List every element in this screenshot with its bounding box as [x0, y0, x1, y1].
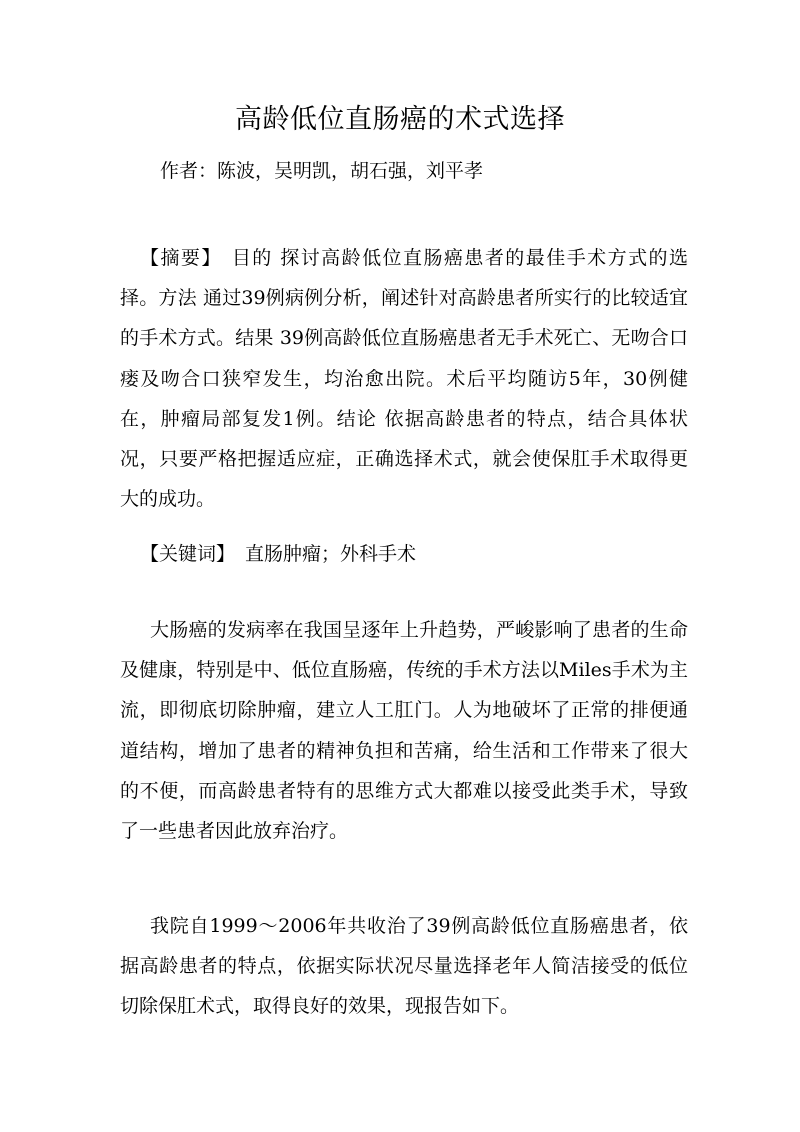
document-title: 高龄低位直肠癌的术式选择: [235, 104, 565, 135]
body-paragraph-1: 大肠癌的发病率在我国呈逐年上升趋势，严峻影响了患者的生命及健康，特别是中、低位直肠癌，传统的手术方法以Miles手术为主流，即彻底切除肿瘤，建立人工肛门。人为地破坏了正常的排便通道结构，增加了患者的精神负担和苦痛，给生活和工作带来了很大的不便，而高龄患者特有的思维方式大都难以接受此类手术，导致了一些患者因此放弃治疗。: [120, 619, 688, 843]
abstract-paragraph: [120, 238, 688, 519]
keywords-text: 直肠肿瘤；外科手术: [245, 543, 417, 565]
author-line: 作者：陈波，吴明凯，胡石强，刘平孝: [160, 160, 484, 182]
keywords-label: 【关键词】: [140, 543, 236, 565]
abstract-text: 目的 探讨高龄低位直肠癌患者的最佳手术方式的选择。方法 通过39例病例分析，阐述针对高龄患者所实行的比较适宜的手术方式。结果 39例高龄低位直肠癌患者无手术死亡、无吻合口瘘及吻合口狭窄发生，均治愈出院。术后平均随访5年，30例健在，肿瘤局部复发1例。结论 依据高龄患者的特点，结合具体状况，只要严格把握适应症，正确选择术式，就会使保肛手术取得更大的成功。: [120, 247, 688, 511]
body-paragraph-2: 我院自1999～2006年共收治了39例高龄低位直肠癌患者，依据高龄患者的特点，依据实际状况尽量选择老年人简洁接受的低位切除保肛术式，取得良好的效果，现报告如下。: [120, 915, 688, 1018]
keywords-paragraph: [120, 534, 688, 574]
abstract-label: 【摘要】: [140, 247, 222, 269]
